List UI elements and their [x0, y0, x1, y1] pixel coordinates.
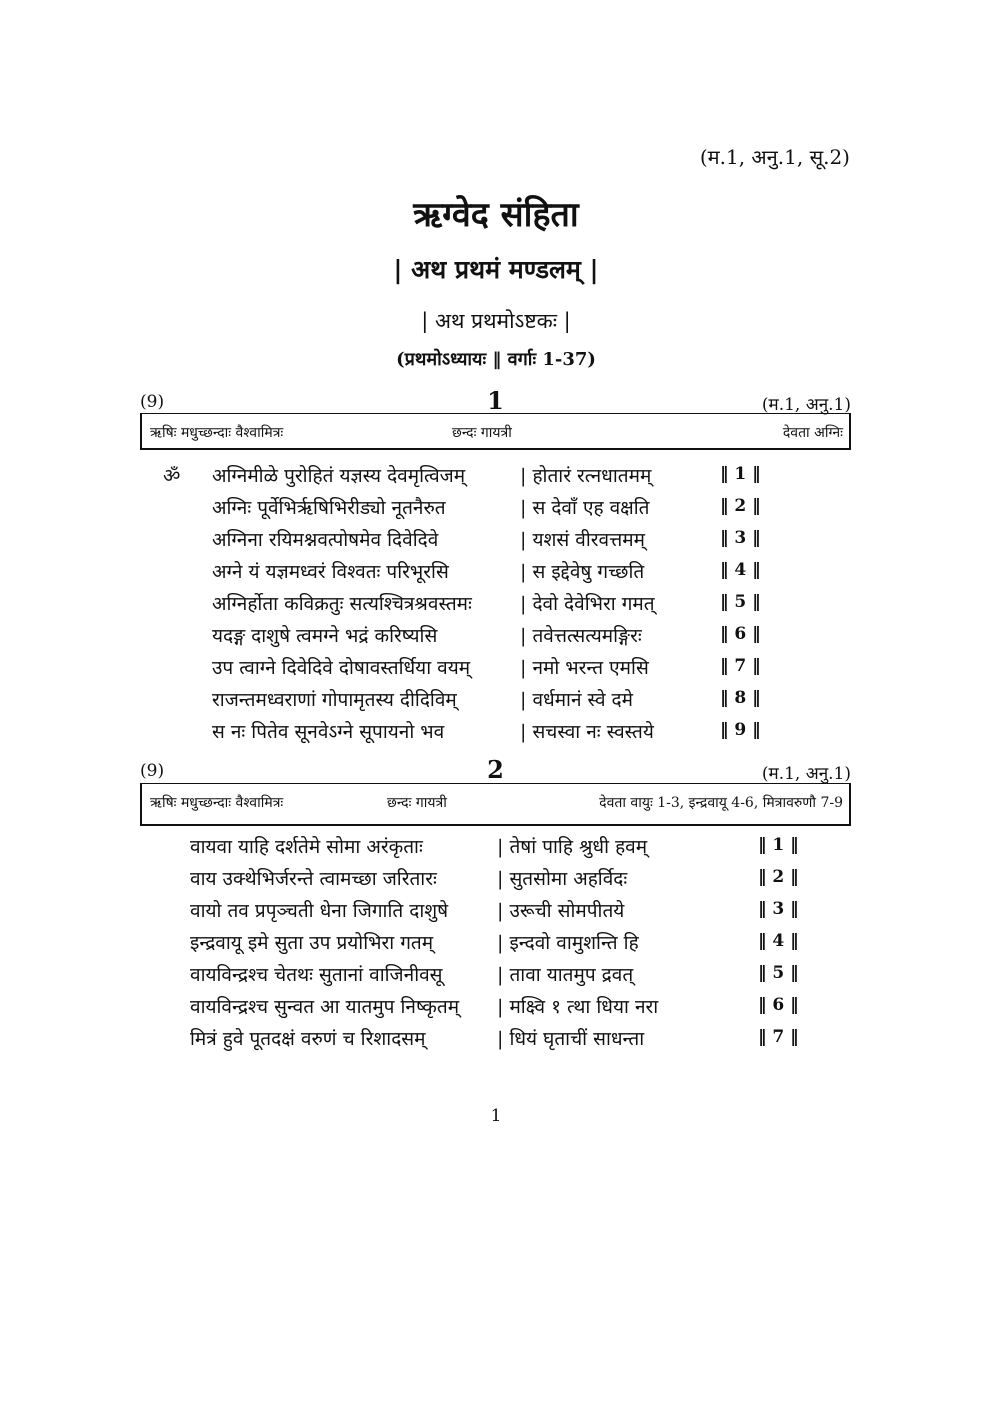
verse-pada-b: | वर्धमानं स्वे दमे	[520, 689, 634, 711]
verse-count: (9)	[140, 761, 165, 781]
verse-number: ‖ 7 ‖	[720, 656, 761, 676]
sukta-ref: (म.1, अनु.1)	[761, 764, 851, 784]
mandala-heading: | अथ प्रथमं मण्डलम् |	[393, 255, 599, 284]
verse-pada-b: | तवेत्तत्सत्यमङ्गिरः	[520, 625, 642, 647]
sukta-number: 2	[487, 755, 504, 784]
verse-pada-a: वायवा याहि दर्शतेमे सोमा अरंकृताः	[190, 836, 423, 858]
verse-number: ‖ 3 ‖	[758, 899, 799, 919]
verse-number: ‖ 2 ‖	[758, 867, 799, 887]
verse-number: ‖ 3 ‖	[720, 528, 761, 548]
verse-pada-a: अग्निः पूर्वेभिर्ऋषिभिरीड्यो नूतनैरुत	[212, 497, 446, 519]
rishi-label: ऋषिः मधुच्छन्दाः वैश्वामित्रः	[150, 425, 284, 441]
verse-pada-a: अग्निना रयिमश्नवत्पोषमेव दिवेदिवे	[212, 529, 439, 551]
verse-pada-b: | स इद्देवेषु गच्छति	[520, 561, 645, 583]
verse-pada-a: यदङ्ग दाशुषे त्वमग्ने भद्रं करिष्यसि	[212, 625, 438, 647]
page-number: 1	[490, 1106, 502, 1126]
verse-number: ‖ 4 ‖	[758, 931, 799, 951]
sukta-number: 1	[487, 386, 504, 415]
verse-number: ‖ 1 ‖	[758, 835, 799, 855]
verse-pada-a: मित्रं हुवे पूतदक्षं वरुणं च रिशादसम्	[190, 1028, 426, 1050]
sukta-header	[140, 388, 851, 414]
verse-pada-b: | तेषां पाहि श्रुधी हवम्	[497, 836, 648, 858]
verse-number: ‖ 4 ‖	[720, 560, 761, 580]
verse-number: ‖ 6 ‖	[720, 624, 761, 644]
verse-number: ‖ 8 ‖	[720, 688, 761, 708]
verse-pada-b: | स देवाँ एह वक्षति	[520, 497, 650, 519]
verse-pada-b: | उरूची सोमपीतये	[497, 900, 625, 922]
verse-pada-b: | होतारं रत्नधातमम्	[520, 465, 652, 487]
verse-number: ‖ 5 ‖	[758, 963, 799, 983]
page-title: ऋग्वेद संहिता	[413, 195, 579, 235]
sukta-ref: (म.1, अनु.1)	[761, 395, 851, 415]
verse-pada-b: | सुतसोमा अहर्विदः	[497, 868, 628, 890]
rishi-box	[140, 413, 851, 450]
chhanda-label: छन्दः गायत्री	[452, 425, 512, 441]
verse-pada-b: | धियं घृताचीं साधन्ता	[497, 1028, 645, 1050]
verse-pada-a: स नः पितेव सूनवेऽग्ने सूपायनो भव	[212, 721, 445, 743]
verse-pada-a: इन्द्रवायू इमे सुता उप प्रयोभिरा गतम्	[190, 932, 434, 954]
verse-number: ‖ 5 ‖	[720, 592, 761, 612]
ashtaka-heading: | अथ प्रथमोऽष्टकः |	[421, 309, 571, 333]
verse-pada-b: | सचस्वा नः स्वस्तये	[520, 721, 654, 743]
om-symbol: ॐ	[163, 465, 181, 487]
verse-number: ‖ 1 ‖	[720, 464, 761, 484]
devata-label: देवता वायुः 1-3, इन्द्रवायू 4-6, मित्रावरुणौ 7-9	[599, 795, 843, 811]
devata-label: देवता अग्निः	[782, 425, 843, 441]
verse-pada-b: | मक्ष्वि १ त्था धिया नरा	[497, 996, 659, 1018]
chhanda-label: छन्दः गायत्री	[387, 795, 447, 811]
verse-pada-a: अग्ने यं यज्ञमध्वरं विश्वतः परिभूरसि	[212, 561, 449, 583]
adhyaya-heading: (प्रथमोऽध्यायः ‖ वर्गाः 1-37)	[396, 349, 596, 370]
verse-number: ‖ 2 ‖	[720, 496, 761, 516]
verse-pada-a: राजन्तमध्वराणां गोपामृतस्य दीदिविम्	[212, 689, 457, 711]
verse-pada-a: वायविन्द्रश्च चेतथः सुतानां वाजिनीवसू	[190, 964, 443, 986]
sukta-reference: (म.1, अनु.1, सू.2)	[699, 145, 850, 169]
verse-pada-a: वाय उक्थेभिर्जरन्ते त्वामच्छा जरितारः	[190, 868, 437, 890]
verse-pada-b: | तावा यातमुप द्रवत्	[497, 964, 634, 986]
verse-number: ‖ 7 ‖	[758, 1027, 799, 1047]
verse-pada-a: वायविन्द्रश्च सुन्वत आ यातमुप निष्कृतम्	[190, 996, 460, 1018]
verse-pada-b: | इन्दवो वामुशन्ति हि	[497, 932, 639, 954]
verse-number: ‖ 9 ‖	[720, 720, 761, 740]
verse-number: ‖ 6 ‖	[758, 995, 799, 1015]
verse-count: (9)	[140, 392, 165, 412]
rishi-box	[140, 783, 851, 826]
sukta-header	[140, 757, 851, 783]
verse-pada-a: वायो तव प्रपृञ्चती धेना जिगाति दाशुषे	[190, 900, 449, 922]
verse-pada-b: | यशसं वीरवत्तमम्	[520, 529, 645, 551]
rishi-label: ऋषिः मधुच्छन्दाः वैश्वामित्रः	[150, 795, 284, 811]
verse-pada-b: | नमो भरन्त एमसि	[520, 657, 649, 679]
verse-pada-a: अग्निमीळे पुरोहितं यज्ञस्य देवमृत्विजम्	[212, 465, 466, 487]
verse-pada-a: उप त्वाग्ने दिवेदिवे दोषावस्तर्धिया वयम्	[212, 657, 471, 679]
verse-pada-b: | देवो देवेभिरा गमत्	[520, 593, 655, 615]
verse-pada-a: अग्निर्होता कविक्रतुः सत्यश्चित्रश्रवस्तमः	[212, 593, 472, 615]
